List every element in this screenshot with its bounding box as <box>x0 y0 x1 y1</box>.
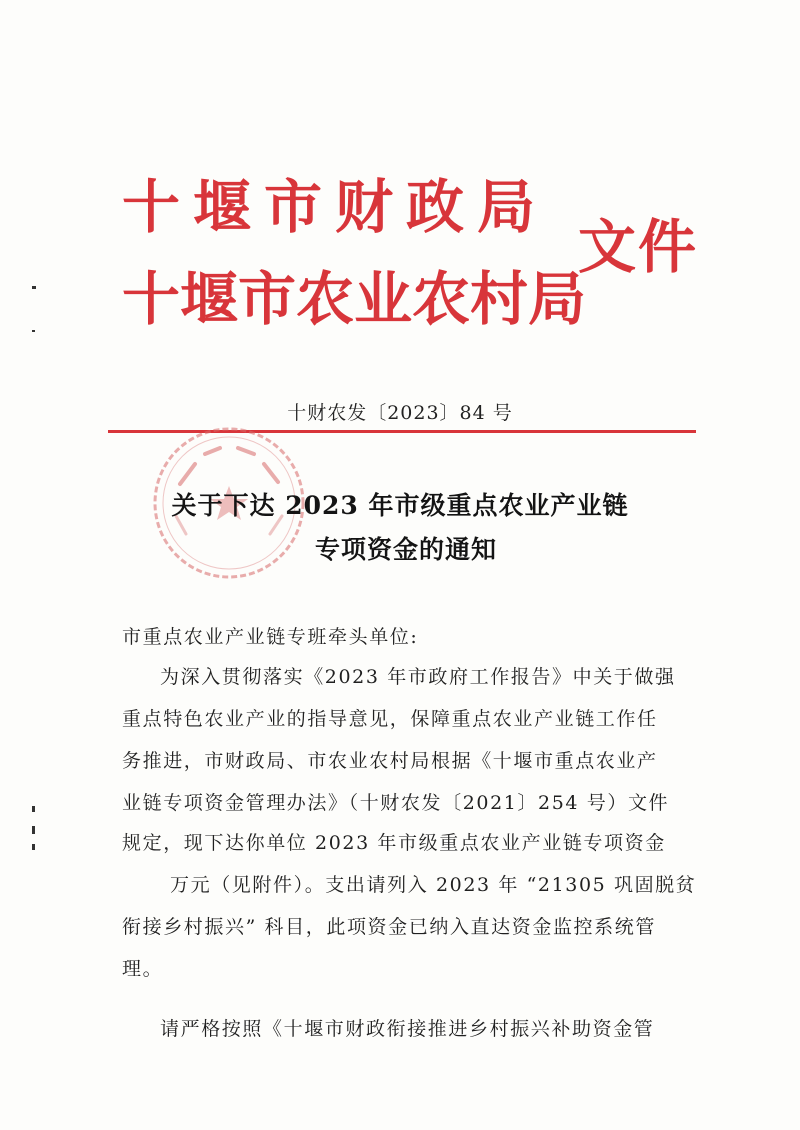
body-line: 规定，现下达你单位 2023 年市级重点农业产业链专项资金 <box>122 832 666 854</box>
body-line: 衔接乡村振兴” 科目，此项资金已纳入直达资金监控系统管 <box>122 916 656 938</box>
issuer-finance-bureau: 十堰市财政局 <box>122 173 549 241</box>
body-line: 为深入贯彻落实《2023 年市政府工作报告》中关于做强 <box>160 666 676 688</box>
scan-mark <box>32 330 35 332</box>
scan-mark <box>32 806 35 812</box>
document-type-label: 文件 <box>578 213 699 281</box>
scan-mark <box>32 844 35 850</box>
body-line: 业链专项资金管理办法》（十财农发〔2021〕254 号）文件 <box>122 792 670 814</box>
body-line: 务推进，市财政局、市农业农村局根据《十堰市重点农业产 <box>122 750 658 772</box>
issuer-agriculture-bureau: 十堰市农业农村局 <box>122 265 587 333</box>
scan-mark <box>32 286 36 289</box>
notice-title-line-2: 专项资金的通知 <box>314 535 497 564</box>
salutation: 市重点农业产业链专班牵头单位: <box>122 626 419 648</box>
body-line: 请严格按照《十堰市财政衔接推进乡村振兴补助资金管 <box>160 1018 655 1040</box>
notice-title-line-1: 关于下达 2023 年市级重点农业产业链 <box>171 491 629 520</box>
scan-mark <box>32 826 35 834</box>
body-line: 理。 <box>122 958 164 980</box>
body-line: 重点特色农业产业的指导意见，保障重点农业产业链工作任 <box>122 708 658 730</box>
document-number: 十财农发〔2023〕84 号 <box>287 402 513 424</box>
body-line: 万元（见附件）。支出请列入 2023 年 “21305 巩固脱贫 <box>170 874 697 896</box>
